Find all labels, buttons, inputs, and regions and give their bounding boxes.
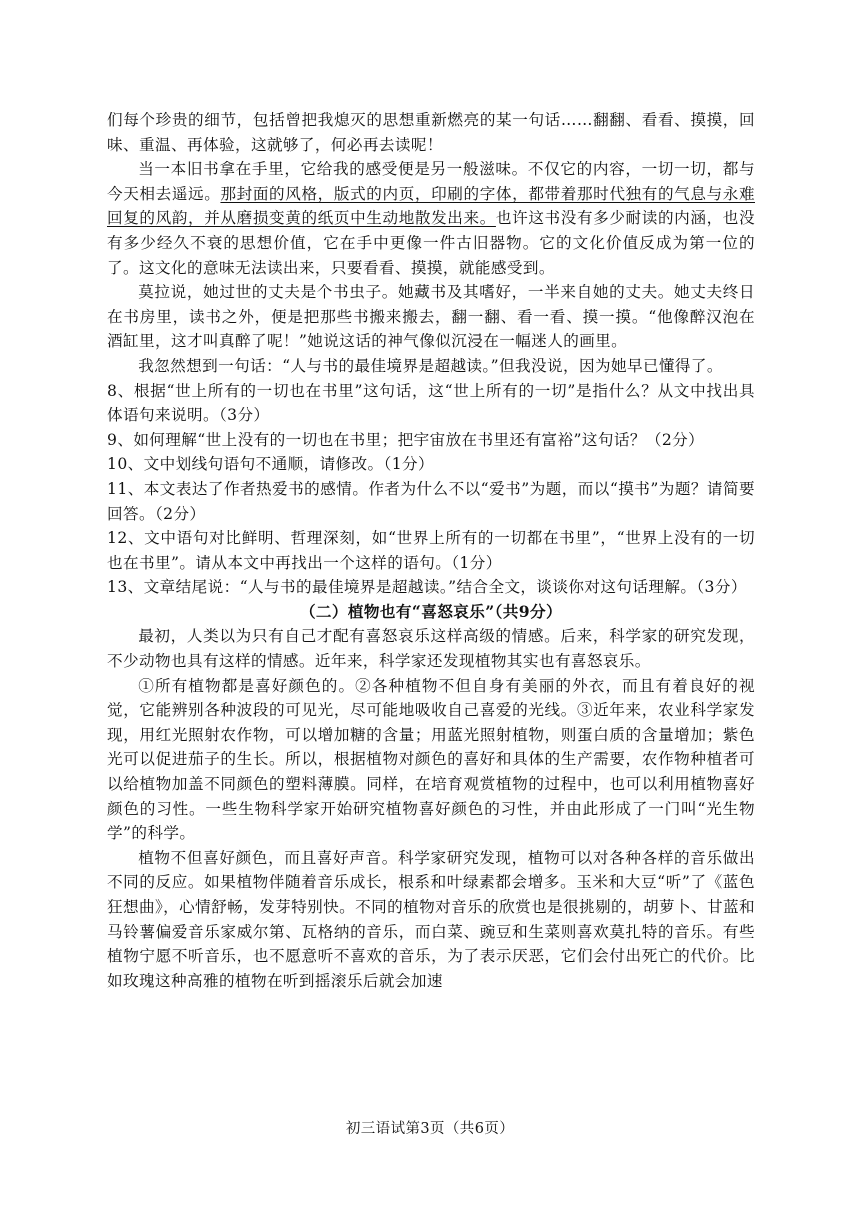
- question-item: [107, 575, 755, 600]
- question-item: [107, 477, 755, 526]
- question-item: [107, 379, 755, 428]
- page-content: [107, 108, 755, 993]
- text-run: 9、如何理解“世上没有的一切也在书里；把宇宙放在书里还有富裕”这句话？（2分）: [107, 430, 705, 449]
- text-run: 8、根据“世上所有的一切也在书里”这句话，这“世上所有的一切”是指什么？从文中找出具体语句来说明。（3分）: [107, 381, 755, 425]
- text-paragraph: [107, 354, 755, 379]
- text-paragraph: [107, 157, 755, 280]
- text-paragraph: [107, 280, 755, 354]
- text-paragraph: [107, 624, 755, 673]
- text-run: 11、本文表达了作者热爱书的感情。作者为什么不以“爱书”为题，而以“摸书”为题？请简要回答。（2分）: [107, 479, 755, 523]
- text-run: （二）植物也有“喜怒哀乐”（共9分）: [299, 601, 563, 621]
- question-item: [107, 526, 755, 575]
- text-paragraph: [107, 108, 755, 157]
- text-run: 12、文中语句对比鲜明、哲理深刻，如“世界上所有的一切都在书里”，“世界上没有的一切也在书里”。请从本文中再找出一个这样的语句。（1分）: [107, 529, 755, 572]
- text-run: 13、文章结尾说：“人与书的最佳境界是超越读。”结合全文，谈谈你对这句话理解。（3分）: [107, 578, 747, 597]
- underlined-sentence: 那封面的风格，版式的内页，印刷的字体，都带着那时代独有的气息与永难回复的风韵，并从磨损变黄的纸页中生动地散发出来。: [107, 184, 755, 228]
- text-run: 最初，人类以为只有自己才配有喜怒哀乐这样高级的情感。后来，科学家的研究发现，不少动物也具有这样的情感。近年来，科学家还发现植物其实也有喜怒哀乐。: [107, 627, 755, 671]
- text-run: 10、文中划线句语句不通顺，请修改。（1分）: [107, 455, 435, 474]
- text-paragraph: [107, 674, 755, 846]
- page-footer: 初三语试第3页（共6页）: [345, 1121, 515, 1137]
- question-item: [107, 452, 755, 477]
- text-paragraph: [107, 846, 755, 994]
- section-title: [107, 600, 755, 625]
- text-run: 也许这书没有多少耐读的内涵，也没有多少经久不衰的思想价值，它在手中更像一件古旧器物。它的文化价值反成为第一位的了。这文化的意味无法读出来，只要看看、摸摸，就能感受到。: [107, 209, 755, 277]
- text-run: 我忽然想到一句话：“人与书的最佳境界是超越读。”但我没说，因为她早已懂得了。: [138, 356, 723, 375]
- text-run: 当一本旧书拿在手里，它给我的感受便是另一般滋味。不仅它的内容，一切一切，都与今天相去遥远。: [107, 160, 755, 203]
- text-run: 莫拉说，她过世的丈夫是个书虫子。她藏书及其嗜好，一半来自她的丈夫。她丈夫终日在书房里，读书之外，便是把那些书搬来搬去，翻一翻、看一看、摸一摸。“他像醉汉泡在酒缸里，这才叫真醉了呢！”她说这话的神气像似沉浸在一幅迷人的画里。: [107, 283, 755, 351]
- question-item: [107, 428, 755, 453]
- text-run: ①所有植物都是喜好颜色的。②各种植物不但自身有美丽的外衣，而且有着良好的视觉，它能辨别各种波段的可见光，尽可能地吸收自己喜爱的光线。③近年来，农业科学家发现，用红光照射农作物，可以增加糖的含量；用蓝光照射植物，则蛋白质的含量增加；紫色光可以促进茄子的生长。所以，根据植物对颜色的喜好和具体的生产需要，农作物种植者可以给植物加盖不同颜色的塑料薄膜。同样，在培育观赏植物的过程中，也可以利用植物喜好颜色的习性。一些生物科学家开始研究植物喜好颜色的习性，并由此形成了一门叫“光生物学”的科学。: [107, 676, 755, 843]
- text-run: 们每个珍贵的细节，包括曾把我熄灭的思想重新燃亮的某一句话……翻翻、看看、摸摸，回味、重温、再体验，这就够了，何必再去读呢！: [107, 111, 755, 154]
- text-run: 植物不但喜好颜色，而且喜好声音。科学家研究发现，植物可以对各种各样的音乐做出不同的反应。如果植物伴随着音乐成长，根系和叶绿素都会增多。玉米和大豆“听”了《蓝色狂想曲》，心情舒畅，发芽特别快。不同的植物对音乐的欣赏也是很挑剔的，胡萝卜、甘蓝和马铃薯偏爱音乐家威尔第、瓦格纳的音乐，而白菜、豌豆和生菜则喜欢莫扎特的音乐。有些植物宁愿不听音乐，也不愿意听不喜欢的音乐，为了表示厌恶，它们会付出死亡的代价。比如玫瑰这种高雅的植物在听到摇滚乐后就会加速: [107, 848, 755, 990]
